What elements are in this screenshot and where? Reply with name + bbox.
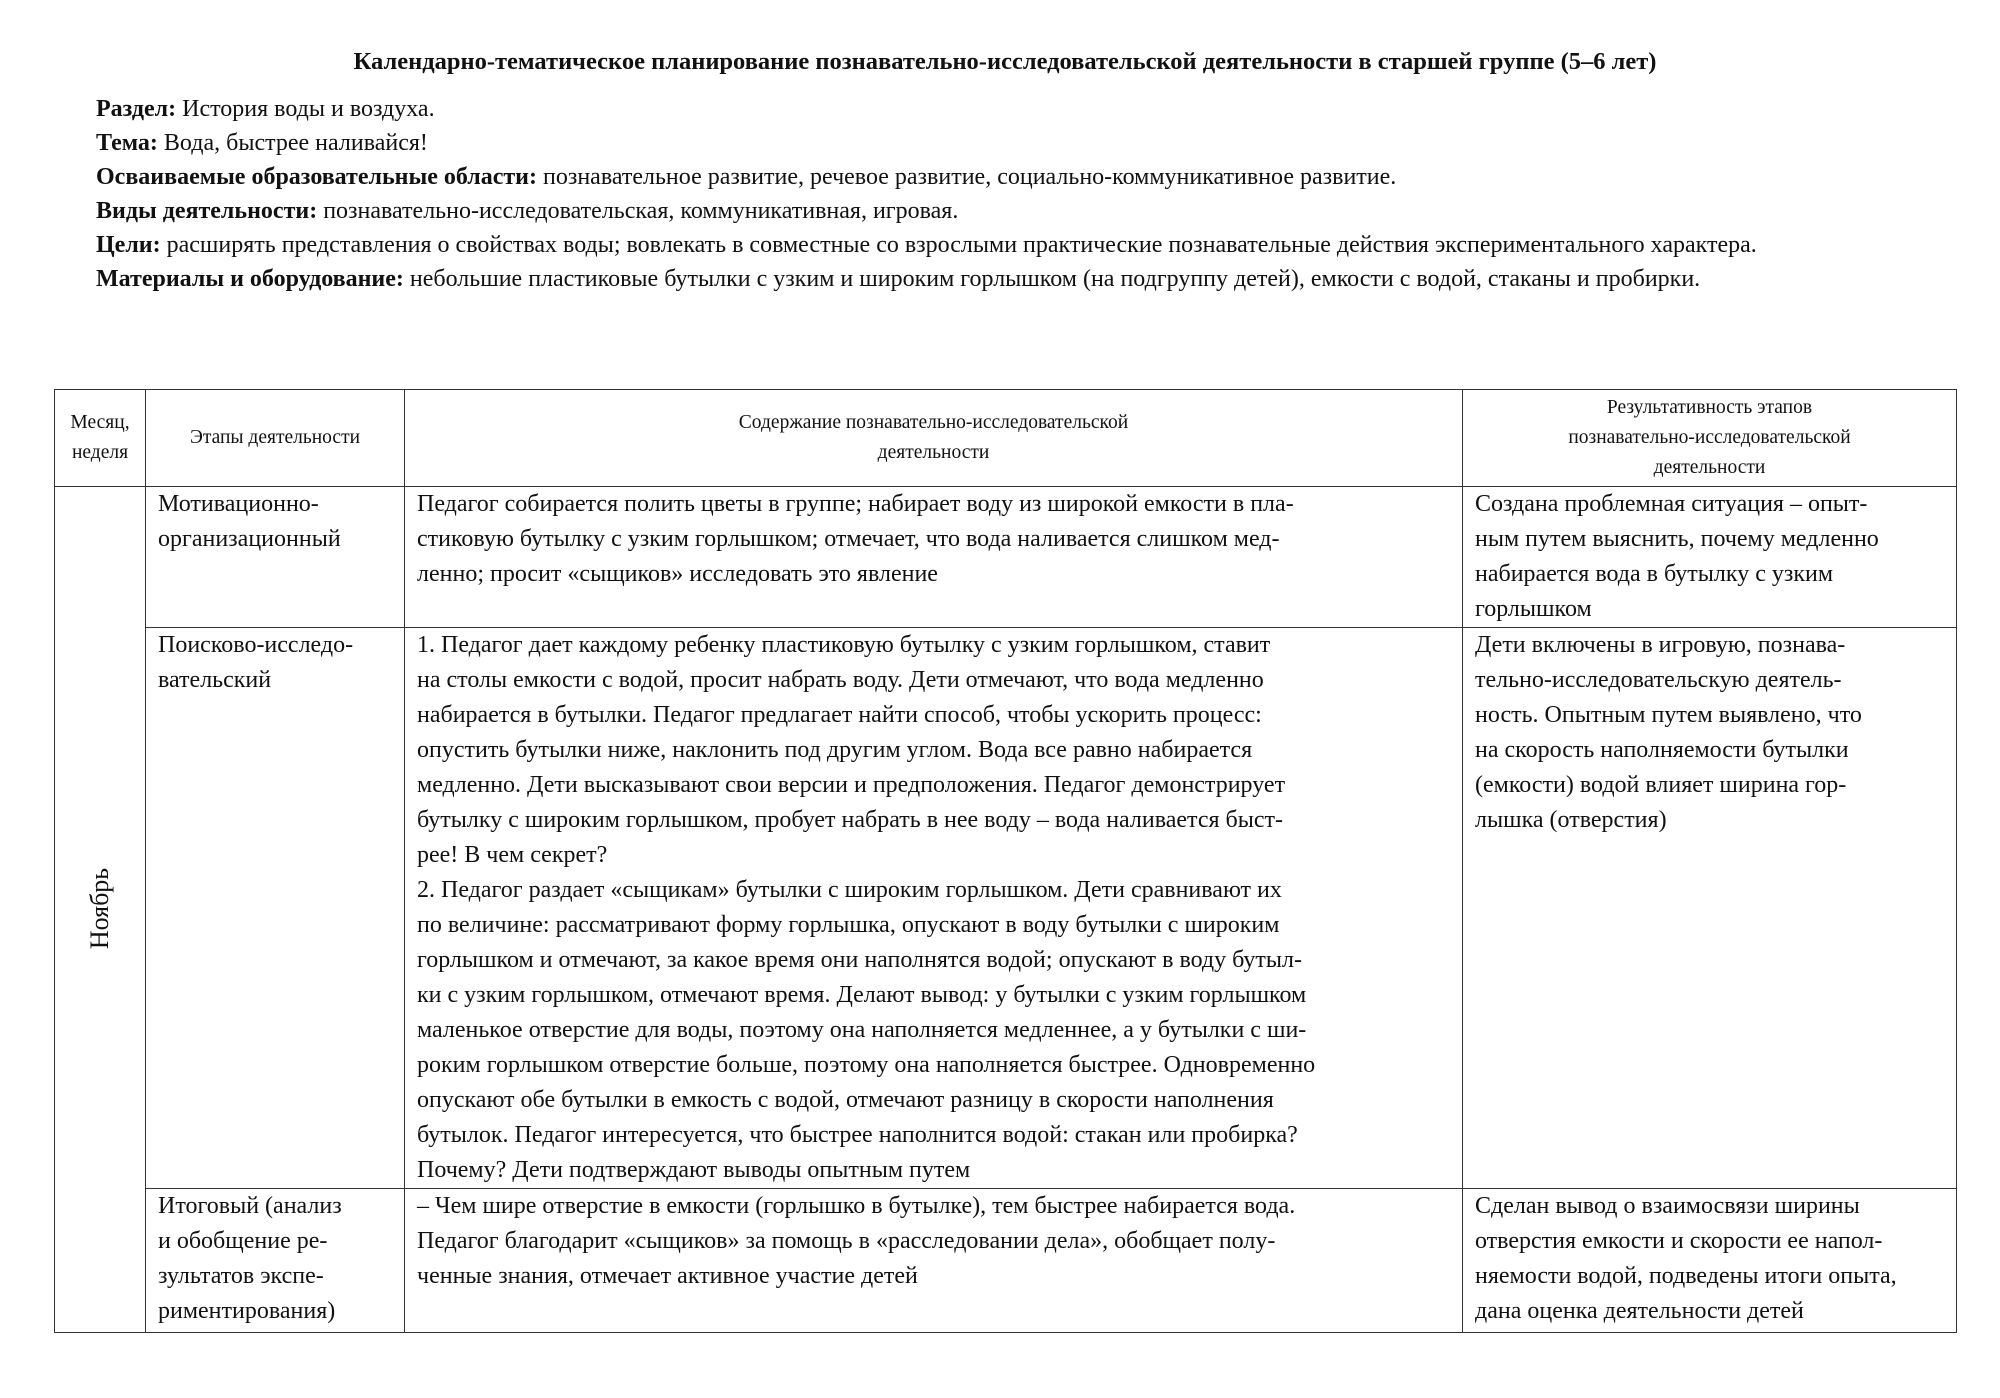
document-page	[54, 0, 1956, 1324]
content-text: 1. Педагог дает каждому ребенку пластиковую бутылку с узким горлышком, ставит на столы емкости с водой, просит набрать воду. Дети отмечают, что вода медленно набирается в бутылки. Педагог предлагает найти способ, чтобы ускорить процесс: опустить бутылки ниже, наклонить под другим углом. Вода все равно набирается медленно. Дети высказывают свои версии и предположения. Педагог демонстрирует бутылку с широким горлышком, пробует набрать в нее воду – вода наливается быст- рее! В чем секрет? 2. Педагог раздает «сыщикам» бутылки с широким горлышком. Дети сравнивают их по величине: рассматривают форму горлышка, опускают в воду бутылки с широким горлышком и отмечают, за какое время они наполнятся водой; опускают в воду бутыл- ки с узким горлышком, отмечают время. Делают вывод: у бутылки с узким горлышком маленькое отверстие для воды, поэтому она наполняется медленнее, а у бутылки с ши- роким горлышком отверстие больше, поэтому она наполняется быстрее. Одновременно опускают обе бутылки в емкость с водой, отмечают разницу в скорости наполнения бутылок. Педагог интересуется, что быстрее наполнится водой: стакан или пробирка? Почему? Дети подтверждают выводы опытным путем	[417, 632, 1316, 1183]
result-text: Создана проблемная ситуация – опыт- ным путем выяснить, почему медленно набирается вода в бутылку с узким горлышком	[1475, 491, 1879, 622]
field-label: Виды деятельности:	[96, 198, 318, 224]
intro-section	[54, 92, 1956, 296]
content-cell	[405, 1189, 1463, 1333]
field-section	[54, 92, 1956, 126]
field-activities	[54, 194, 1956, 228]
field-topic	[54, 126, 1956, 160]
header-stages: Этапы деятельности	[146, 390, 405, 487]
table-row	[55, 628, 1957, 1189]
table-header-row	[55, 390, 1957, 487]
document-title: Календарно-тематическое планирование познавательно-исследовательской деятельности в старшей группе (5–6 лет)	[353, 48, 1657, 75]
stage-cell	[146, 487, 405, 628]
header-results: Результативность этапов познавательно-исследовательской деятельности	[1463, 390, 1957, 487]
stage-cell	[146, 628, 405, 1189]
month-cell	[55, 487, 146, 1333]
month-label: Ноябрь	[85, 867, 115, 950]
planning-table	[54, 389, 1957, 1333]
table-row	[55, 487, 1957, 628]
field-label: Цели:	[96, 232, 161, 258]
result-cell	[1463, 1189, 1957, 1333]
field-goals	[54, 228, 1956, 262]
content-text: Педагог собирается полить цветы в группе; набирает воду из широкой емкости в пла- стиковую бутылку с узким горлышком; отмечает, что вода наливается слишком мед- ленно; просит «сыщиков» исследовать это явление	[417, 491, 1294, 587]
field-value: небольшие пластиковые бутылки с узким и широким горлышком (на подгруппу детей), емкости с водой, стаканы и пробирки.	[403, 266, 1701, 292]
field-label: Тема:	[96, 130, 158, 156]
result-cell	[1463, 487, 1957, 628]
field-label: Материалы и оборудование:	[96, 266, 404, 292]
result-cell	[1463, 628, 1957, 1189]
content-cell	[405, 628, 1463, 1189]
field-materials	[54, 262, 1956, 296]
result-text: Сделан вывод о взаимосвязи ширины отверстия емкости и скорости ее напол- няемости водой, подведены итоги опыта, дана оценка деятельности детей	[1475, 1193, 1897, 1324]
content-cell	[405, 487, 1463, 628]
field-value: расширять представления о свойствах воды; вовлекать в совместные со взрослыми практические познавательные действия экспериментального характера.	[160, 232, 1757, 258]
stage-cell	[146, 1189, 405, 1333]
stage-text: Поисково-исследо- вательский	[158, 632, 354, 693]
field-label: Раздел:	[96, 96, 177, 122]
field-value: История воды и воздуха.	[176, 96, 435, 122]
stage-text: Мотивационно- организационный	[158, 491, 341, 552]
field-value: познавательное развитие, речевое развитие, социально-коммуникативное развитие.	[537, 164, 1397, 190]
field-areas	[54, 160, 1956, 194]
stage-text: Итоговый (анализ и обобщение ре- зультатов экспе- риментирования)	[158, 1193, 342, 1324]
header-content: Содержание познавательно-исследовательской деятельности	[405, 390, 1463, 487]
field-label: Осваиваемые образовательные области:	[96, 164, 537, 190]
table-row	[55, 1189, 1957, 1333]
result-text: Дети включены в игровую, познава- тельно-исследовательскую деятель- ность. Опытным путем выявлено, что на скорость наполняемости бутылки (емкости) водой влияет ширина гор- лышка (отверстия)	[1475, 632, 1862, 833]
content-text: – Чем шире отверстие в емкости (горлышко в бутылке), тем быстрее набирается вода. Педагог благодарит «сыщиков» за помощь в «расследовании дела», обобщает полу- ченные знания, отмечает активное участие детей	[417, 1193, 1296, 1289]
field-value: познавательно-исследовательская, коммуникативная, игровая.	[317, 198, 959, 224]
header-month: Месяц, неделя	[55, 390, 146, 487]
field-value: Вода, быстрее наливайся!	[157, 130, 428, 156]
